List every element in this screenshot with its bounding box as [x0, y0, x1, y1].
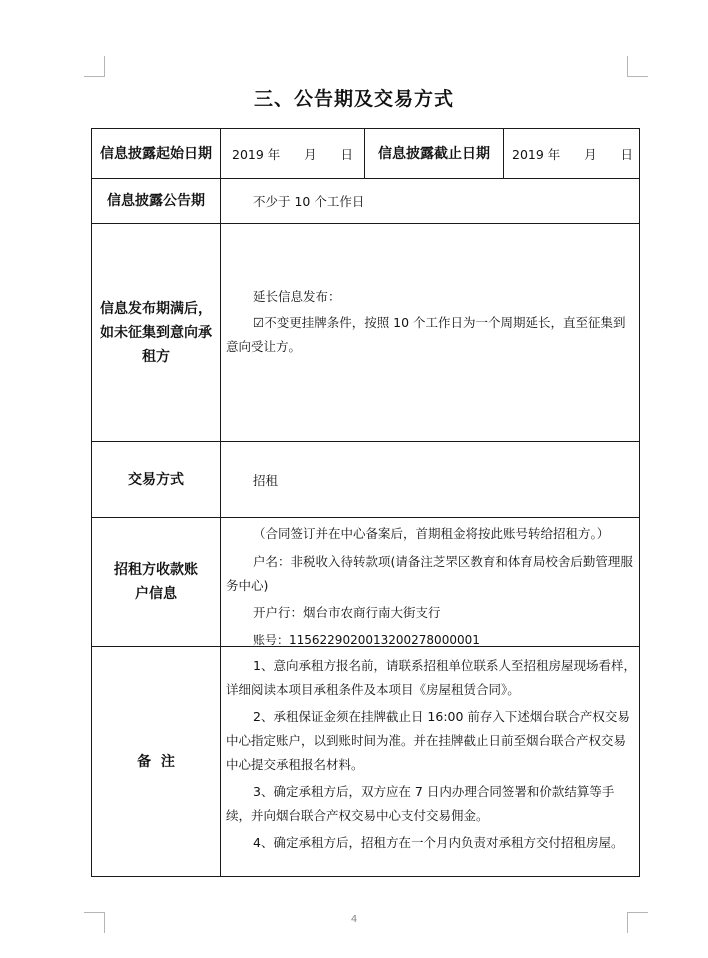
remarks-item: 1、意向承租方报名前，请联系招租单位联系人至招租房屋现场看样，详细阅读本项目承租条件及本项目《房屋租赁合同》。 [226, 658, 636, 697]
remarks-label: 备 注 [137, 753, 175, 770]
label-column-divider [220, 128, 221, 877]
account-info-label: 招租方收款账户信息 [114, 562, 198, 602]
end-date-value: 2019 年 月 日 [512, 146, 633, 162]
table-border-bottom [91, 876, 640, 877]
table-border-right [639, 128, 640, 877]
extension-heading: 延长信息发布： [253, 289, 341, 304]
start-date-value: 2019 年 月 日 [232, 146, 353, 162]
account-name: 户名：非税收入待转款项(请备注芝罘区教育和体育局校舍后勤管理服务中心) [226, 554, 633, 593]
end-date-label: 信息披露截止日期 [378, 145, 490, 162]
section-title: 三、公告期及交易方式 [253, 88, 454, 110]
transaction-method-label: 交易方式 [128, 471, 184, 488]
date-cell-divider [503, 128, 504, 179]
account-number: 账号：115622902001320027800000​1 [253, 633, 480, 647]
start-date-label: 信息披露起始日期 [100, 145, 212, 162]
transaction-method-value: 招租 [253, 472, 279, 488]
period-value: 不少于 10 个工作日 [253, 194, 365, 209]
crop-mark-top-left [84, 56, 105, 77]
page-number: 4 [350, 914, 358, 925]
period-label: 信息披露公告期 [107, 193, 205, 209]
crop-mark-top-right [627, 56, 648, 77]
account-bank: 开户行：烟台市农商行南大街支行 [253, 605, 441, 620]
remarks-item: 4、确定承租方后，招租方在一个月内负责对承租方交付招租房屋。 [253, 835, 624, 850]
remarks-item: 2、承租保证金须在挂牌截止日 16:00 前存入下述烟台联合产权交易中心指定账户，以到账时间为准。并在挂牌截止日前至烟台联合产权交易中心提交承租报名材料。 [226, 709, 630, 772]
account-note: （合同签订并在中心备案后，首期租金将按此账号转给招租方。） [253, 526, 610, 541]
extension-label: 信息发布期满后，如未征集到意向承租方 [100, 300, 212, 365]
extension-option: ☑不变更挂牌条件，按照 10 个工作日为一个周期延长，直至征集到意向受让方。 [226, 315, 626, 354]
announcement-table [91, 128, 640, 877]
remarks-item: 3、确定承租方后，双方应在 7 日内办理合同签署和价款结算等手续，并向烟台联合产权交易中心支付交易佣金。 [226, 784, 615, 823]
